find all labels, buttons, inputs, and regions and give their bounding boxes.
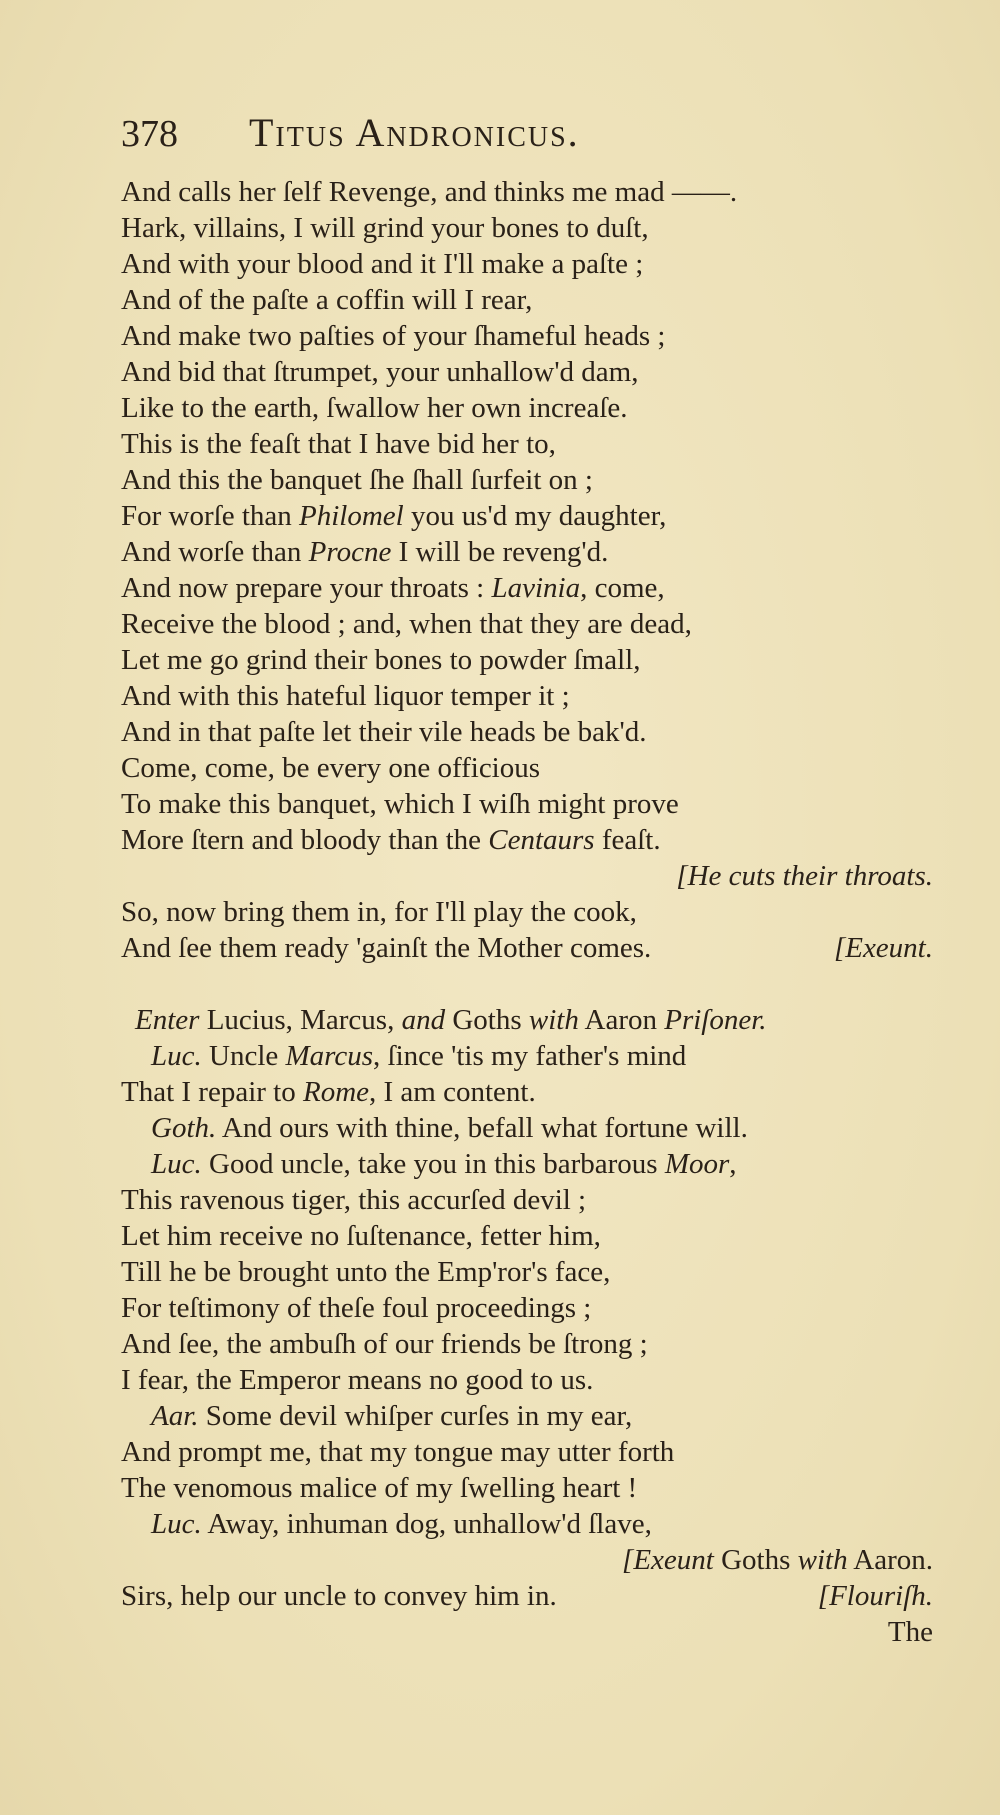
text-segment: For worſe than (121, 500, 299, 532)
stage-direction (121, 1542, 933, 1578)
italic-text: and (401, 1004, 446, 1036)
text-line (121, 1218, 933, 1254)
text-segment: And in that paſte let their vile heads be bak'd. (121, 716, 647, 748)
italic-text: [Exeunt (622, 1544, 714, 1576)
italic-text: Moor (664, 1148, 730, 1180)
text-line (121, 606, 933, 642)
text-segment: And now prepare your throats : (121, 572, 492, 604)
text-segment: And of the paſte a coffin will I rear, (121, 284, 533, 316)
text-segment: I fear, the Emperor means no good to us. (121, 1364, 594, 1396)
italic-text: Rome (302, 1076, 370, 1108)
text-line (121, 1074, 933, 1110)
text-line (121, 1326, 933, 1362)
page-header (121, 108, 933, 158)
text-line (121, 246, 933, 282)
text-line (121, 1182, 933, 1218)
text-segment: And make two paſties of your ſhameful heads ; (121, 320, 666, 352)
italic-text: Priſoner. (664, 1004, 767, 1036)
text-segment: Sirs, help our uncle to convey him in. (121, 1580, 557, 1612)
text-segment: That I repair to (121, 1076, 303, 1108)
text-line (121, 498, 933, 534)
stage-direction: [Flouriſh. (817, 1580, 933, 1612)
text-line (121, 426, 933, 462)
text-segment: And ſee, the ambuſh of our friends be ſtrong ; (121, 1328, 648, 1360)
text-segment: Goths (445, 1004, 529, 1036)
text-segment: Let me go grind their bones to powder ſmall, (121, 644, 641, 676)
italic-text: Aar. (151, 1400, 199, 1432)
italic-text: with (797, 1544, 848, 1576)
text-segment: And with this hateful liquor temper it ; (121, 680, 570, 712)
stage-direction (121, 858, 933, 894)
text-line (121, 174, 933, 210)
text-segment: Aaron (578, 1004, 665, 1036)
text-line (121, 390, 933, 426)
text-line (121, 354, 933, 390)
catchword (121, 1614, 933, 1650)
text-segment: And ſee them ready 'gainſt the Mother comes. (121, 932, 652, 964)
running-title: Titus Andronicus. (249, 110, 580, 155)
italic-text: Philomel (299, 500, 404, 532)
italic-text: Luc. (151, 1148, 202, 1180)
text-segment: feaſt. (594, 824, 661, 856)
text-segment: To make this banquet, which I wiſh might prove (121, 788, 679, 820)
text-segment: I will be reveng'd. (391, 536, 609, 568)
italic-text: with (528, 1004, 579, 1036)
text-segment: Away, inhuman dog, unhallow'd ſlave, (201, 1508, 652, 1540)
text-segment: , (729, 1148, 737, 1180)
right-aligned-direction (834, 930, 933, 966)
text-segment: This ravenous tiger, this accurſed devil ; (121, 1184, 587, 1216)
text-segment: , ſince 'tis my father's mind (373, 1040, 687, 1072)
text-line (121, 822, 933, 858)
italic-text: Procne (308, 536, 392, 568)
text-segment: , I am content. (369, 1076, 536, 1108)
text-line (121, 534, 933, 570)
text-line (121, 1290, 933, 1326)
page-number: 378 (121, 113, 178, 155)
text-line (121, 1146, 933, 1182)
text-line (121, 1254, 933, 1290)
text-line (121, 1578, 933, 1614)
text-segment: Some devil whiſper curſes in my ear, (198, 1400, 633, 1432)
text-segment: Till he be brought unto the Emp'ror's face, (121, 1256, 611, 1288)
text-segment: you us'd my daughter, (403, 500, 667, 532)
italic-text: Lavinia (491, 572, 581, 604)
text-line (121, 1434, 933, 1470)
italic-text: [He cuts their throats. (676, 860, 933, 892)
text-segment: Hark, villains, I will grind your bones to duſt, (121, 212, 649, 244)
text-line (121, 210, 933, 246)
italic-text: Centaurs (488, 824, 595, 856)
text-segment: And with your blood and it I'll make a paſte ; (121, 248, 644, 280)
text-line (121, 1362, 933, 1398)
italic-text: Enter (135, 1004, 200, 1036)
text-line (121, 642, 933, 678)
text-segment: Good uncle, take you in this barbarous (201, 1148, 665, 1180)
text-segment: So, now bring them in, for I'll play the cook, (121, 896, 637, 928)
text-segment: And bid that ſtrumpet, your unhallow'd dam, (121, 356, 639, 388)
text-segment: , come, (580, 572, 665, 604)
text-segment: And ours with thine, befall what fortune will. (216, 1112, 748, 1144)
italic-text: Luc. (151, 1508, 202, 1540)
italic-text: Marcus (285, 1040, 374, 1072)
text-line (121, 282, 933, 318)
text-line (121, 678, 933, 714)
right-aligned-direction (818, 1578, 933, 1614)
play-text (121, 174, 933, 1650)
text-segment: And calls her ſelf Revenge, and thinks me mad ——. (121, 176, 738, 208)
entrance-direction (121, 1002, 933, 1038)
text-line (121, 318, 933, 354)
text-line (121, 750, 933, 786)
text-segment: Let him receive no ſuſtenance, fetter him, (121, 1220, 601, 1252)
text-segment: Goths (713, 1544, 798, 1576)
text-line (121, 894, 933, 930)
text-line (121, 786, 933, 822)
text-line (121, 1398, 933, 1434)
text-segment: For teſtimony of theſe foul proceedings ; (121, 1292, 592, 1324)
text-segment: Aaron. (847, 1544, 933, 1576)
text-segment: And worſe than (121, 536, 309, 568)
text-segment: Receive the blood ; and, when that they are dead, (121, 608, 692, 640)
text-line (121, 462, 933, 498)
text-segment: Uncle (201, 1040, 286, 1072)
text-line (121, 714, 933, 750)
text-segment: The (887, 1616, 933, 1648)
text-segment: Come, come, be every one officious (121, 752, 541, 784)
stage-direction: [Exeunt. (833, 932, 933, 964)
text-segment: More ſtern and bloody than the (121, 824, 489, 856)
text-line (121, 570, 933, 606)
text-segment: And this the banquet ſhe ſhall ſurfeit on ; (121, 464, 593, 496)
italic-text: Goth. (151, 1112, 217, 1144)
italic-text: Luc. (151, 1040, 202, 1072)
text-line (121, 1506, 933, 1542)
text-line (121, 1038, 933, 1074)
text-line (121, 930, 933, 966)
text-segment: And prompt me, that my tongue may utter forth (121, 1436, 675, 1468)
text-segment: The venomous malice of my ſwelling heart ! (121, 1472, 638, 1504)
text-segment: This is the feaſt that I have bid her to, (121, 428, 556, 460)
blank-line (121, 966, 933, 1002)
text-line (121, 1110, 933, 1146)
text-segment: Like to the earth, ſwallow her own increaſe. (121, 392, 628, 424)
text-segment: Lucius, Marcus, (199, 1004, 402, 1036)
text-line (121, 1470, 933, 1506)
